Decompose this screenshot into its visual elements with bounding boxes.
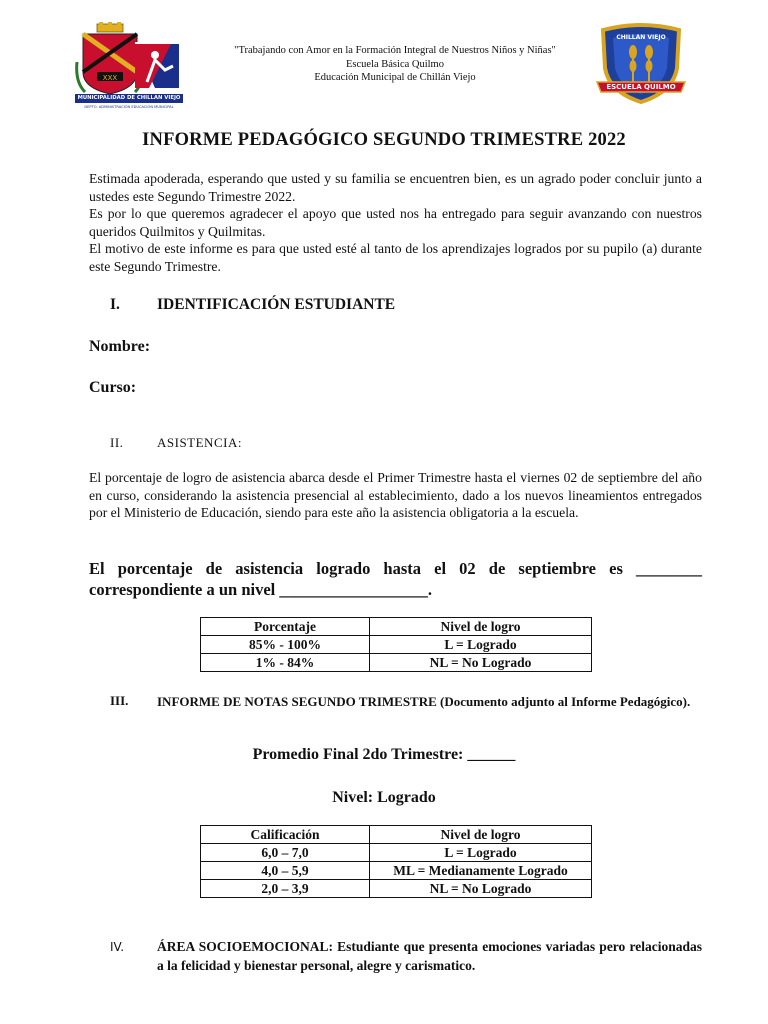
nivel-logrado: Nivel: Logrado bbox=[332, 789, 436, 806]
attendance-statement: El porcentaje de asistencia logrado hasta el 02 de septiembre es ________ correspondiente a un nivel __________________. bbox=[89, 559, 702, 599]
school-name: Escuela Básica Quilmo bbox=[346, 58, 444, 70]
table-cell: L = Logrado bbox=[370, 636, 592, 654]
table-header-cell: Nivel de logro bbox=[370, 618, 592, 636]
table-cell: 2,0 – 3,9 bbox=[201, 880, 370, 898]
table-header-cell: Calificación bbox=[201, 826, 370, 844]
table-row bbox=[201, 654, 592, 672]
section-heading: ÁREA SOCIOEMOCIONAL: bbox=[157, 939, 333, 954]
table-cell: 4,0 – 5,9 bbox=[201, 862, 370, 880]
shield-text: XXX bbox=[102, 74, 118, 82]
section-number: III. bbox=[110, 693, 129, 708]
table-cell: L = Logrado bbox=[370, 844, 592, 862]
table-header-row bbox=[201, 826, 592, 844]
socioemotional-text bbox=[157, 937, 702, 975]
table-row bbox=[201, 862, 592, 880]
table-row bbox=[201, 636, 592, 654]
table-header-cell: Porcentaje bbox=[201, 618, 370, 636]
curso-label: Curso: bbox=[89, 379, 137, 396]
intro-paragraph: El motivo de este informe es para que usted esté al tanto de los aprendizajes logrados por su pupilo (a) durante este Segundo Trimestre. bbox=[89, 241, 702, 274]
motto-line: "Trabajando con Amor en la Formación Integral de Nuestros Niños y Niñas" bbox=[234, 45, 556, 56]
nombre-label: Nombre: bbox=[89, 338, 151, 355]
table-cell: NL = No Logrado bbox=[370, 880, 592, 898]
school-motto bbox=[200, 44, 590, 85]
table-cell: 1% - 84% bbox=[201, 654, 370, 672]
school-badge-logo bbox=[595, 22, 687, 106]
section-number: I. bbox=[110, 296, 120, 313]
attendance-table bbox=[200, 617, 592, 672]
table-cell: NL = No Logrado bbox=[370, 654, 592, 672]
intro-paragraph: Es por lo que queremos agradecer el apoyo que usted nos ha entregado para seguir avanzando con nuestros queridos Quilmitos y Quilmitas. bbox=[89, 206, 702, 239]
section-heading: ASISTENCIA: bbox=[157, 435, 242, 450]
section-heading: IDENTIFICACIÓN ESTUDIANTE bbox=[157, 296, 396, 313]
attendance-text: El porcentaje de logro de asistencia abarca desde el Primer Trimestre hasta el viernes 02 de septiembre del año en curso, considerando la asistencia presencial al establecimiento, dado a los nuevos lineamientos entregados por el Ministerio de Educación, siendo para este año la asistencia obligatoria a la escuela. bbox=[89, 470, 702, 521]
table-header-cell: Nivel de logro bbox=[370, 826, 592, 844]
municipal-sub-text: DEPTO. ADMINISTRACIÓN EDUCACIÓN MUNICIPAL bbox=[84, 105, 174, 109]
section-number: IV. bbox=[110, 940, 125, 954]
table-cell: 85% - 100% bbox=[201, 636, 370, 654]
intro-paragraph: Estimada apoderada, esperando que usted y su familia se encuentren bien, es un agrado poder concluir junto a ustedes este Segundo Trimestre 2022. bbox=[89, 171, 702, 204]
intro-text bbox=[89, 170, 702, 276]
table-row bbox=[201, 844, 592, 862]
municipal-education: Educación Municipal de Chillán Viejo bbox=[314, 72, 476, 83]
promedio-final: Promedio Final 2do Trimestre: ______ bbox=[252, 746, 516, 763]
grades-table bbox=[200, 825, 592, 898]
section-heading: INFORME DE NOTAS SEGUNDO TRIMESTRE (Documento adjunto al Informe Pedagógico). bbox=[157, 694, 691, 709]
municipal-logo bbox=[75, 22, 183, 114]
table-header-row bbox=[201, 618, 592, 636]
table-cell: ML = Medianamente Logrado bbox=[370, 862, 592, 880]
badge-ribbon-text: ESCUELA QUILMO bbox=[606, 83, 676, 91]
table-cell: 6,0 – 7,0 bbox=[201, 844, 370, 862]
page-title: INFORME PEDAGÓGICO SEGUNDO TRIMESTRE 2022 bbox=[142, 130, 626, 150]
section-number: II. bbox=[110, 435, 124, 450]
socioemotional-description: Estudiante que presenta emociones variadas pero relacionadas a la felicidad y bienestar personal, alegre y carismatico. bbox=[157, 939, 702, 973]
badge-top-text: CHILLAN VIEJO bbox=[616, 34, 666, 41]
municipal-banner-text: MUNICIPALIDAD DE CHILLAN VIEJO bbox=[77, 95, 181, 101]
table-row bbox=[201, 880, 592, 898]
